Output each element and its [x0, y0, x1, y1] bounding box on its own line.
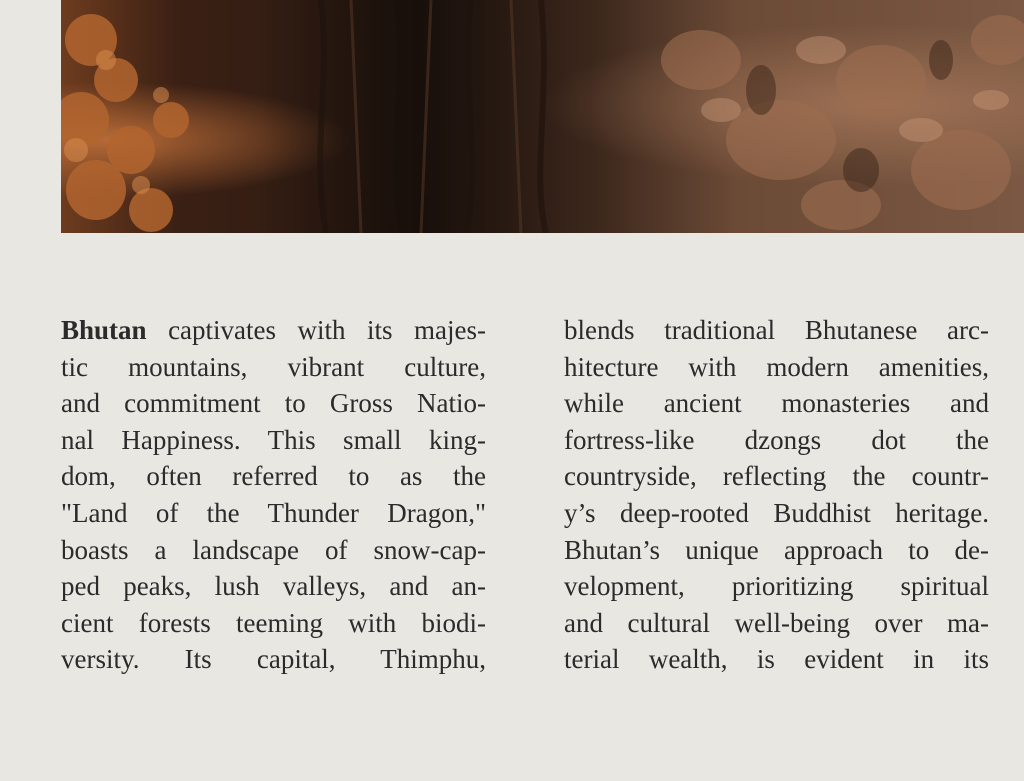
text-line: nal Happiness. This small king- [61, 424, 486, 455]
text-line: dom, often referred to as the [61, 461, 486, 492]
text-line: and cultural well-being over ma- [564, 607, 989, 638]
first-line-rest: captivates with its majes- [146, 315, 486, 345]
text-line: terial wealth, is evident in its [564, 644, 989, 675]
text-line: tic mountains, vibrant culture, [61, 351, 486, 382]
hero-image-cliff [61, 0, 1024, 233]
text-line: blends traditional Bhutanese arc- [564, 315, 989, 345]
text-line: boasts a landscape of snow-cap- [61, 534, 486, 565]
text-line: and commitment to Gross Natio- [61, 388, 486, 419]
text-line: countryside, reflecting the countr- [564, 461, 989, 492]
text-line: fortress-like dzongs dot the [564, 424, 989, 455]
text-line: velopment, prioritizing spiritual [564, 571, 989, 602]
text-line: hitecture with modern amenities, [564, 351, 989, 382]
text-line: while ancient monasteries and [564, 388, 989, 419]
lead-word: Bhutan [61, 315, 147, 345]
text-line: y’s deep-rooted Buddhist heritage. [564, 497, 989, 528]
text-line: "Land of the Thunder Dragon," [61, 497, 486, 528]
text-line: versity. Its capital, Thimphu, [61, 644, 486, 675]
text-line: ped peaks, lush valleys, and an- [61, 571, 486, 602]
text-line: Bhutan’s unique approach to de- [564, 534, 989, 565]
text-line [61, 312, 486, 349]
article-column-left [61, 312, 486, 678]
cliff-photo-illustration [61, 0, 1024, 233]
article-column-right [564, 312, 989, 678]
text-line: cient forests teeming with biodi- [61, 607, 486, 638]
